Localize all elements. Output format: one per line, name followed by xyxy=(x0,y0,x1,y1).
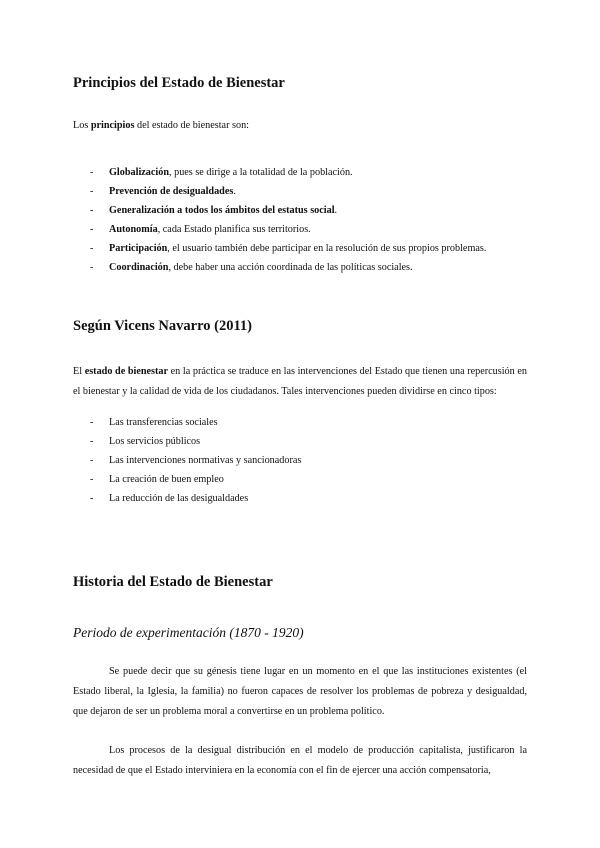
intervenciones-list xyxy=(90,413,530,508)
list-item: - Globalización, pues se dirige a la totalidad de la población. xyxy=(90,167,353,178)
navarro-paragraph: El estado de bienestar en la práctica se traduce en las intervenciones del Estado que tienen una repercusión en el bienestar y la calidad de vida de los ciudadanos. Tales intervenciones pueden dividirse en cinco tipos: xyxy=(73,366,527,397)
list-item: - La creación de buen empleo xyxy=(90,474,224,485)
list-item: - Participación, el usuario también debe participar en la resolución de sus propios problemas. xyxy=(90,243,487,254)
section-title-navarro: Según Vicens Navarro (2011) xyxy=(73,318,252,334)
list-item: - Autonomía, cada Estado planifica sus territorios. xyxy=(90,224,311,235)
subsection-title-periodo: Periodo de experimentación (1870 - 1920) xyxy=(73,625,304,640)
list-item: - Prevención de desigualdades. xyxy=(90,186,236,197)
historia-paragraph-2: Los procesos de la desigual distribución en el modelo de producción capitalista, justificaron la necesidad de que el Estado interviniera en la economía con el fin de ejercer una acción compensatoria, xyxy=(73,745,527,776)
section-title-principios: Principios del Estado de Bienestar xyxy=(73,75,285,91)
principios-list xyxy=(90,163,530,277)
list-item: - Los servicios públicos xyxy=(90,436,201,447)
section-title-historia: Historia del Estado de Bienestar xyxy=(73,574,273,590)
list-item: - Coordinación, debe haber una acción coordinada de las políticas sociales. xyxy=(90,262,413,273)
list-item: - La reducción de las desigualdades xyxy=(90,493,249,504)
list-item: - Las transferencias sociales xyxy=(90,417,218,428)
principios-intro: Los principios del estado de bienestar son: xyxy=(73,120,249,131)
list-item: - Las intervenciones normativas y sancionadoras xyxy=(90,455,302,466)
list-item: - Generalización a todos los ámbitos del estatus social. xyxy=(90,205,338,216)
historia-paragraph-1: Se puede decir que su génesis tiene lugar en un momento en el que las instituciones existentes (el Estado liberal, la Iglesia, la familia) no fueron capaces de resolver los problemas de pobreza y desigualdad, que dejaron de ser un problema moral a convertirse en un problema político. xyxy=(73,666,527,717)
